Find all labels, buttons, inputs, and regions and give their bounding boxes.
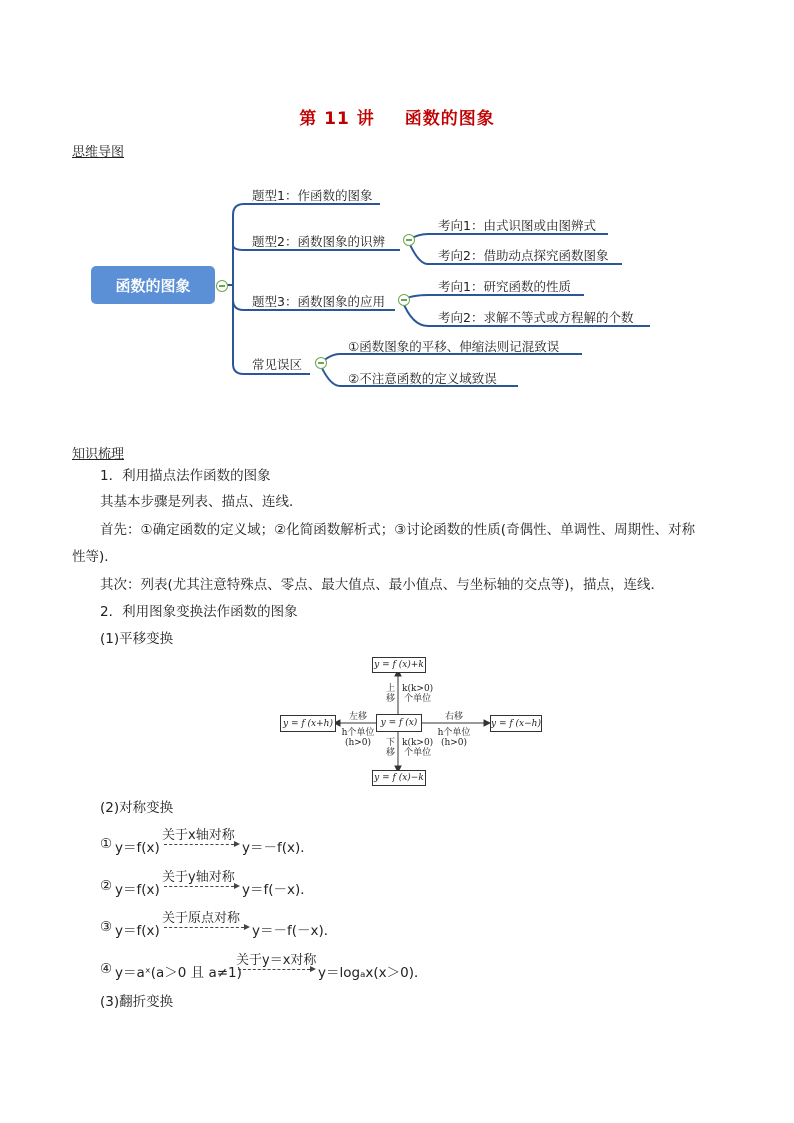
translation-diagram bbox=[272, 654, 547, 790]
symmetry-rule-2: ② y＝f(x) 关于y轴对称 y＝f(－x)． bbox=[100, 870, 314, 898]
up-label: 上 移 bbox=[386, 684, 396, 704]
mindmap-branch-4-sub-1: ①函数图象的平移、伸缩法则记混致误 bbox=[348, 339, 560, 354]
mindmap-branch-3-sub-2: 考向2：求解不等式或方程解的个数 bbox=[438, 310, 634, 325]
lecture-number: 第 11 讲 bbox=[299, 109, 375, 129]
down-desc: k(k>0) 个单位 bbox=[402, 738, 434, 758]
box-center: y = f (x) bbox=[376, 714, 422, 732]
paragraph-6: (1)平移变换 bbox=[100, 631, 174, 647]
paragraph-1: 1．利用描点法作函数的图象 bbox=[100, 468, 271, 484]
collapse-branch-4-icon[interactable] bbox=[315, 357, 327, 369]
mindmap-branch-2-sub-1: 考向1：由式识图或由图辨式 bbox=[438, 218, 596, 233]
down-label: 下 移 bbox=[386, 738, 396, 758]
mindmap-branch-3-sub-1: 考向1：研究函数的性质 bbox=[438, 279, 571, 294]
paragraph-2: 其基本步骤是列表、描点、连线． bbox=[100, 494, 303, 510]
mindmap-branch-2: 题型2：函数图象的识辨 bbox=[252, 234, 385, 249]
paragraph-3a: 首先：①确定函数的定义域；②化简函数解析式；③讨论函数的性质(奇偶性、单调性、周期性、对称 bbox=[100, 522, 696, 538]
dashed-arrow-icon bbox=[234, 883, 240, 889]
paragraph-7: (2)对称变换 bbox=[100, 800, 174, 816]
collapse-branch-3-icon[interactable] bbox=[398, 294, 410, 306]
mindmap-branch-4-sub-2: ②不注意函数的定义域致误 bbox=[348, 371, 497, 386]
box-bottom: y = f (x)−k bbox=[372, 770, 426, 786]
box-top: y = f (x)+k bbox=[372, 657, 426, 673]
up-desc: k(k>0) 个单位 bbox=[402, 684, 434, 704]
collapse-branch-2-icon[interactable] bbox=[403, 234, 415, 246]
mindmap-branch-2-sub-2: 考向2：借助动点探究函数图象 bbox=[438, 248, 609, 263]
right-desc: 右移 h个单位 (h>0) bbox=[437, 712, 471, 748]
mindmap-section-label: 思维导图 bbox=[72, 145, 125, 160]
symmetry-rule-3: ③ y＝f(x) 关于原点对称 y＝－f(－x)． bbox=[100, 911, 338, 939]
paragraph-3b: 性等)． bbox=[72, 549, 118, 565]
left-desc: 左移 h个单位 (h>0) bbox=[341, 712, 375, 748]
dashed-arrow-icon bbox=[310, 966, 316, 972]
mindmap-branch-4: 常见误区 bbox=[252, 357, 303, 372]
collapse-root-icon[interactable] bbox=[216, 280, 228, 292]
symmetry-rule-4: ④ y＝aˣ(a＞0 且 a≠1) 关于y＝x对称 y＝logₐx(x＞0)． bbox=[100, 953, 428, 981]
mind-map bbox=[0, 0, 794, 420]
mind-map-connectors bbox=[0, 0, 794, 420]
dashed-arrow-icon bbox=[244, 924, 250, 930]
box-right: y = f (x−h) bbox=[490, 715, 542, 732]
mindmap-branch-1: 题型1：作函数的图象 bbox=[252, 188, 373, 203]
symmetry-rule-1: ① y＝f(x) 关于x轴对称 y＝－f(x)． bbox=[100, 828, 314, 856]
dashed-arrow-icon bbox=[234, 841, 240, 847]
box-left: y = f (x+h) bbox=[280, 715, 336, 732]
knowledge-section-label: 知识梳理 bbox=[72, 447, 125, 462]
paragraph-8: (3)翻折变换 bbox=[100, 994, 174, 1010]
lecture-topic: 函数的图象 bbox=[404, 109, 495, 129]
mindmap-branch-3: 题型3：函数图象的应用 bbox=[252, 294, 385, 309]
paragraph-5: 2．利用图象变换法作函数的图象 bbox=[100, 604, 298, 620]
mindmap-root-node: 函数的图象 bbox=[91, 266, 215, 304]
paragraph-4: 其次：列表(尤其注意特殊点、零点、最大值点、最小值点、与坐标轴的交点等)，描点，连线． bbox=[100, 577, 665, 593]
